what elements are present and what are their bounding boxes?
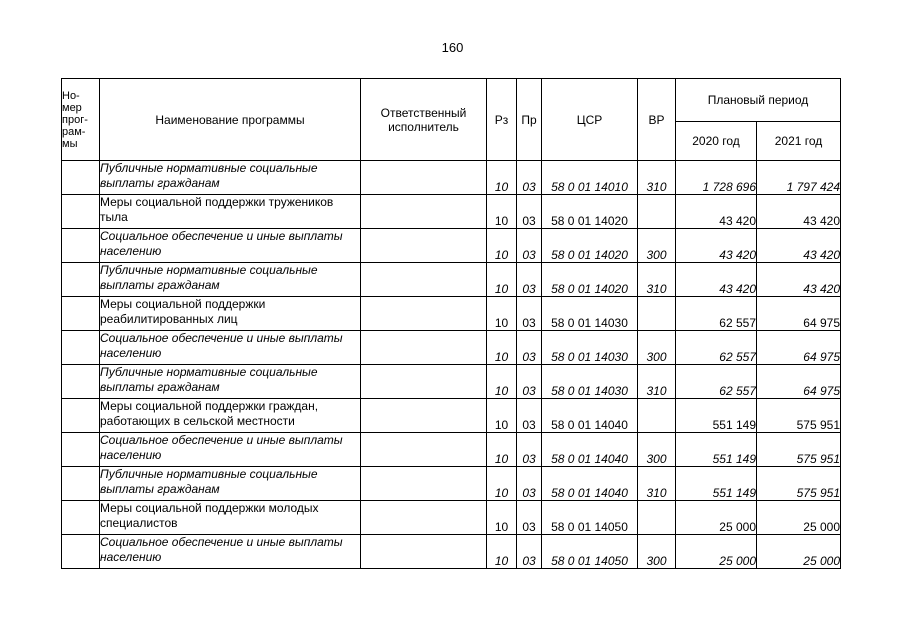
pr-cell: 03 — [517, 433, 542, 467]
vr-cell: 310 — [638, 467, 676, 501]
amount-2020-cell: 1 728 696 — [676, 161, 757, 195]
program-number-cell — [62, 297, 100, 331]
program-number-cell — [62, 535, 100, 569]
csr-cell: 58 0 01 14030 — [542, 297, 638, 331]
table-row — [62, 263, 841, 297]
header-rz: Рз — [487, 79, 517, 161]
program-number-cell — [62, 331, 100, 365]
rz-cell: 10 — [487, 297, 517, 331]
table-row — [62, 365, 841, 399]
executor-cell — [361, 195, 487, 229]
amount-2020-cell: 62 557 — [676, 331, 757, 365]
program-number-cell — [62, 399, 100, 433]
rz-cell: 10 — [487, 229, 517, 263]
executor-cell — [361, 399, 487, 433]
program-name-cell: Публичные нормативные социальные выплаты гражданам — [100, 263, 361, 297]
csr-cell: 58 0 01 14020 — [542, 229, 638, 263]
amount-2021-cell: 1 797 424 — [757, 161, 841, 195]
header-pr: Пр — [517, 79, 542, 161]
table-row — [62, 501, 841, 535]
program-number-cell — [62, 229, 100, 263]
amount-2021-cell: 25 000 — [757, 501, 841, 535]
vr-cell — [638, 501, 676, 535]
amount-2021-cell: 25 000 — [757, 535, 841, 569]
csr-cell: 58 0 01 14010 — [542, 161, 638, 195]
executor-cell — [361, 365, 487, 399]
vr-cell — [638, 195, 676, 229]
vr-cell: 310 — [638, 161, 676, 195]
csr-cell: 58 0 01 14040 — [542, 399, 638, 433]
pr-cell: 03 — [517, 501, 542, 535]
executor-cell — [361, 535, 487, 569]
rz-cell: 10 — [487, 161, 517, 195]
vr-cell — [638, 399, 676, 433]
header-planning-period: Плановый период — [676, 79, 841, 122]
executor-cell — [361, 331, 487, 365]
program-number-cell — [62, 195, 100, 229]
header-program-name: Наименование программы — [100, 79, 361, 161]
table-row — [62, 229, 841, 263]
vr-cell: 310 — [638, 263, 676, 297]
header-vr: ВР — [638, 79, 676, 161]
header-year-2021: 2021 год — [757, 122, 841, 161]
pr-cell: 03 — [517, 229, 542, 263]
table-body — [62, 161, 841, 569]
table-row — [62, 331, 841, 365]
program-number-cell — [62, 263, 100, 297]
program-number-cell — [62, 433, 100, 467]
vr-cell: 300 — [638, 331, 676, 365]
program-name-cell: Публичные нормативные социальные выплаты гражданам — [100, 365, 361, 399]
amount-2020-cell: 43 420 — [676, 263, 757, 297]
executor-cell — [361, 229, 487, 263]
rz-cell: 10 — [487, 263, 517, 297]
pr-cell: 03 — [517, 467, 542, 501]
csr-cell: 58 0 01 14050 — [542, 535, 638, 569]
table-row — [62, 161, 841, 195]
vr-cell — [638, 297, 676, 331]
csr-cell: 58 0 01 14040 — [542, 467, 638, 501]
vr-cell: 300 — [638, 535, 676, 569]
vr-cell: 310 — [638, 365, 676, 399]
vr-cell: 300 — [638, 433, 676, 467]
program-name-cell: Меры социальной поддержки реабилитированных лиц — [100, 297, 361, 331]
program-name-cell: Публичные нормативные социальные выплаты гражданам — [100, 161, 361, 195]
program-name-cell: Социальное обеспечение и иные выплаты населению — [100, 535, 361, 569]
program-number-cell — [62, 161, 100, 195]
table-row — [62, 535, 841, 569]
rz-cell: 10 — [487, 399, 517, 433]
amount-2021-cell: 575 951 — [757, 467, 841, 501]
table-header — [62, 79, 841, 161]
csr-cell: 58 0 01 14050 — [542, 501, 638, 535]
rz-cell: 10 — [487, 467, 517, 501]
program-number-cell — [62, 365, 100, 399]
vr-cell: 300 — [638, 229, 676, 263]
executor-cell — [361, 297, 487, 331]
pr-cell: 03 — [517, 535, 542, 569]
header-year-2020: 2020 год — [676, 122, 757, 161]
pr-cell: 03 — [517, 297, 542, 331]
csr-cell: 58 0 01 14040 — [542, 433, 638, 467]
pr-cell: 03 — [517, 365, 542, 399]
rz-cell: 10 — [487, 331, 517, 365]
header-executor: Ответственный исполнитель — [361, 79, 487, 161]
amount-2020-cell: 551 149 — [676, 467, 757, 501]
executor-cell — [361, 467, 487, 501]
program-name-cell: Социальное обеспечение и иные выплаты населению — [100, 331, 361, 365]
pr-cell: 03 — [517, 263, 542, 297]
budget-table — [61, 78, 841, 569]
rz-cell: 10 — [487, 365, 517, 399]
amount-2021-cell: 43 420 — [757, 229, 841, 263]
program-name-cell: Социальное обеспечение и иные выплаты населению — [100, 433, 361, 467]
executor-cell — [361, 501, 487, 535]
amount-2020-cell: 43 420 — [676, 195, 757, 229]
pr-cell: 03 — [517, 399, 542, 433]
csr-cell: 58 0 01 14030 — [542, 365, 638, 399]
csr-cell: 58 0 01 14020 — [542, 263, 638, 297]
amount-2021-cell: 43 420 — [757, 263, 841, 297]
amount-2021-cell: 64 975 — [757, 331, 841, 365]
program-number-cell — [62, 467, 100, 501]
amount-2021-cell: 64 975 — [757, 365, 841, 399]
csr-cell: 58 0 01 14020 — [542, 195, 638, 229]
table-row — [62, 399, 841, 433]
program-name-cell: Меры социальной поддержки тружеников тыла — [100, 195, 361, 229]
amount-2021-cell: 64 975 — [757, 297, 841, 331]
program-number-cell — [62, 501, 100, 535]
program-name-cell: Меры социальной поддержки граждан, работающих в сельской местности — [100, 399, 361, 433]
pr-cell: 03 — [517, 161, 542, 195]
amount-2020-cell: 551 149 — [676, 433, 757, 467]
executor-cell — [361, 433, 487, 467]
executor-cell — [361, 263, 487, 297]
amount-2020-cell: 25 000 — [676, 501, 757, 535]
amount-2020-cell: 62 557 — [676, 365, 757, 399]
amount-2021-cell: 575 951 — [757, 433, 841, 467]
table-row — [62, 195, 841, 229]
pr-cell: 03 — [517, 331, 542, 365]
header-csr: ЦСР — [542, 79, 638, 161]
page-number: 160 — [441, 40, 464, 55]
rz-cell: 10 — [487, 195, 517, 229]
table-row — [62, 467, 841, 501]
amount-2021-cell: 575 951 — [757, 399, 841, 433]
pr-cell: 03 — [517, 195, 542, 229]
header-program-number: Но- мер прог- рам- мы — [62, 79, 100, 161]
program-name-cell: Социальное обеспечение и иные выплаты населению — [100, 229, 361, 263]
amount-2021-cell: 43 420 — [757, 195, 841, 229]
executor-cell — [361, 161, 487, 195]
program-name-cell: Меры социальной поддержки молодых специалистов — [100, 501, 361, 535]
amount-2020-cell: 43 420 — [676, 229, 757, 263]
rz-cell: 10 — [487, 501, 517, 535]
amount-2020-cell: 62 557 — [676, 297, 757, 331]
table-row — [62, 433, 841, 467]
amount-2020-cell: 551 149 — [676, 399, 757, 433]
amount-2020-cell: 25 000 — [676, 535, 757, 569]
csr-cell: 58 0 01 14030 — [542, 331, 638, 365]
rz-cell: 10 — [487, 433, 517, 467]
rz-cell: 10 — [487, 535, 517, 569]
table-row — [62, 297, 841, 331]
program-name-cell: Публичные нормативные социальные выплаты гражданам — [100, 467, 361, 501]
